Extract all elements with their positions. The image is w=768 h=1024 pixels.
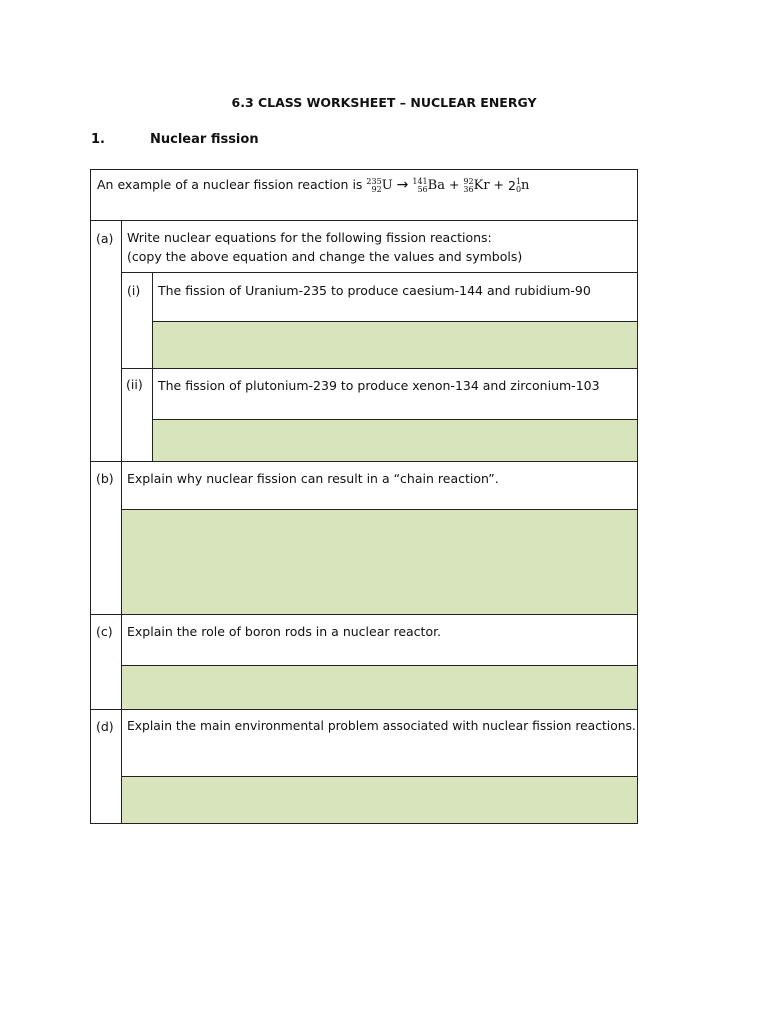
answer-box-i[interactable] [152,321,638,369]
answer-box-b[interactable] [121,509,638,615]
question-ii-text: The fission of plutonium-239 to produce xenon-134 and zirconium-103 [158,378,600,393]
answer-box-c[interactable] [121,665,638,710]
section-number: 1. [91,132,105,147]
question-a-line2: (copy the above equation and change the values and symbols) [127,249,523,264]
intro-text: An example of a nuclear fission reaction is [97,177,363,192]
question-c-text: Explain the role of boron rods in a nuclear reactor. [127,624,442,639]
plus-sign: + [448,177,460,192]
question-a-line1: Write nuclear equations for the following fission reactions: [127,230,492,245]
worksheet-title: 6.3 CLASS WORKSHEET – NUCLEAR ENERGY [231,95,537,110]
section-title: Nuclear fission [150,132,259,147]
nuclide-barium: 141 56 Ba [412,176,445,194]
label-cell-a [90,220,122,462]
question-i-text: The fission of Uranium-235 to produce caesium-144 and rubidium-90 [158,283,591,298]
question-label-d: (d) [96,719,114,734]
question-d-text: Explain the main environmental problem associated with nuclear fission reactions. [127,719,636,733]
question-label-i: (i) [127,283,141,298]
question-label-b: (b) [96,471,114,486]
question-label-c: (c) [96,624,113,639]
question-label-ii: (ii) [126,377,143,392]
answer-box-d[interactable] [121,776,638,824]
answer-box-ii[interactable] [152,419,638,462]
fission-equation [97,177,529,194]
question-b-text: Explain why nuclear fission can result in a “chain reaction”. [127,471,499,486]
nuclide-krypton: 92 36 Kr [463,176,490,194]
plus-sign-2: + [493,177,505,192]
question-label-a: (a) [96,231,114,246]
arrow-icon: → [396,177,409,193]
nuclide-uranium: 235 92 U [366,176,393,194]
nuclide-neutron: 2 1 0 n [508,176,530,194]
